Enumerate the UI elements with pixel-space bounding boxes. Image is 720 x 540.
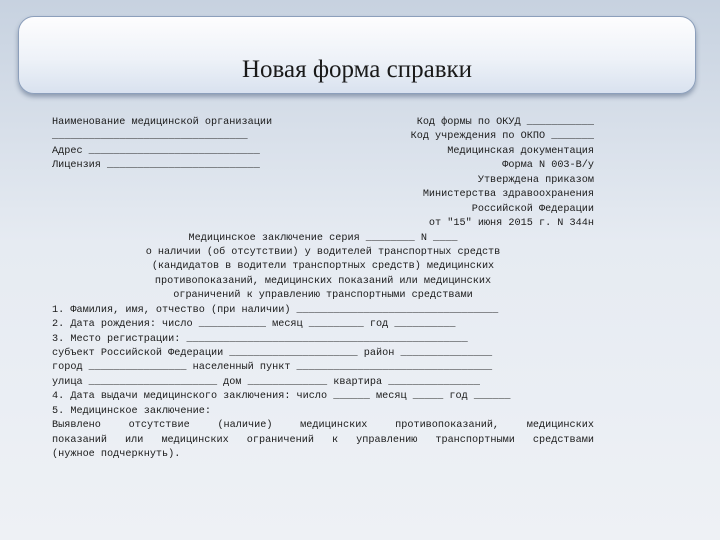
birth-date-field: 2. Дата рождения: число ___________ месяц _________ год __________	[52, 319, 456, 331]
certificate-form	[52, 116, 594, 463]
form-number: Форма N 003-В/у	[502, 160, 594, 172]
form-line	[52, 232, 594, 246]
heading-text: ограничений к управлению транспортными средствами	[173, 290, 473, 302]
form-line	[52, 361, 594, 375]
heading-text: противопоказаний, медицинских показаний или медицинских	[154, 275, 492, 287]
org-name-label: Наименование медицинской организации	[52, 117, 273, 128]
conclusion-label: 5. Медицинское заключение:	[52, 405, 211, 417]
form-line	[52, 130, 594, 144]
form-line	[52, 289, 594, 303]
slide-title: Новая форма справки	[241, 56, 473, 83]
heading-text: о наличии (об отсутствии) у водителей транспортных средств	[145, 246, 501, 258]
license-field: Лицензия _________________________	[52, 160, 260, 172]
city-settlement-field: город ________________ населенный пункт ________________________________	[52, 362, 493, 374]
form-line	[52, 260, 594, 274]
form-line	[52, 448, 594, 462]
okud-code: Код формы по ОКУД ___________	[416, 117, 594, 128]
form-line	[52, 217, 594, 231]
form-line	[52, 159, 594, 173]
revealed-text: показаний или медицинских ограничений к управлению транспортными средствами	[52, 434, 594, 446]
form-line	[52, 188, 594, 202]
form-line	[52, 304, 594, 318]
revealed-text: Выявлено отсутствие (наличие) медицинских противопоказаний, медицинских	[52, 420, 594, 432]
org-name-blank: ________________________________	[52, 131, 248, 143]
form-line	[52, 347, 594, 361]
form-line	[52, 405, 594, 419]
issue-date-field: 4. Дата выдачи медицинского заключения: число ______ месяц _____ год ______	[52, 391, 511, 403]
okpo-code: Код учреждения по ОКПО _______	[410, 131, 594, 143]
order-date: от "15" июня 2015 г. N 344н	[428, 218, 594, 230]
approved-by-order: Утверждена приказом	[477, 174, 594, 186]
heading-text: (кандидатов в водители транспортных средств) медицинских	[151, 261, 495, 273]
form-line	[52, 116, 594, 130]
form-line	[52, 246, 594, 260]
underline-note: (нужное подчеркнуть).	[52, 449, 181, 461]
form-line	[52, 145, 594, 159]
title-banner	[18, 16, 696, 94]
form-line	[52, 203, 594, 217]
conclusion-heading: Медицинское заключение серия ________ N ____	[188, 232, 458, 244]
form-line	[52, 174, 594, 188]
ministry-name: Министерства здравоохранения	[422, 189, 594, 201]
registration-field: 3. Место регистрации: ______________________________________________	[52, 333, 468, 345]
form-line	[52, 390, 594, 404]
form-line	[52, 333, 594, 347]
full-name-field: 1. Фамилия, имя, отчество (при наличии) _________________________________	[52, 304, 499, 316]
address-field: Адрес ____________________________	[52, 145, 260, 157]
form-line	[52, 275, 594, 289]
form-line	[52, 376, 594, 390]
form-line	[52, 318, 594, 332]
federation-name: Российской Федерации	[471, 203, 594, 215]
medical-documentation: Медицинская документация	[447, 145, 594, 157]
street-house-field: улица _____________________ дом _____________ квартира _______________	[52, 376, 480, 388]
subject-district-field: субъект Российской Федерации _____________________ район _______________	[52, 348, 493, 359]
